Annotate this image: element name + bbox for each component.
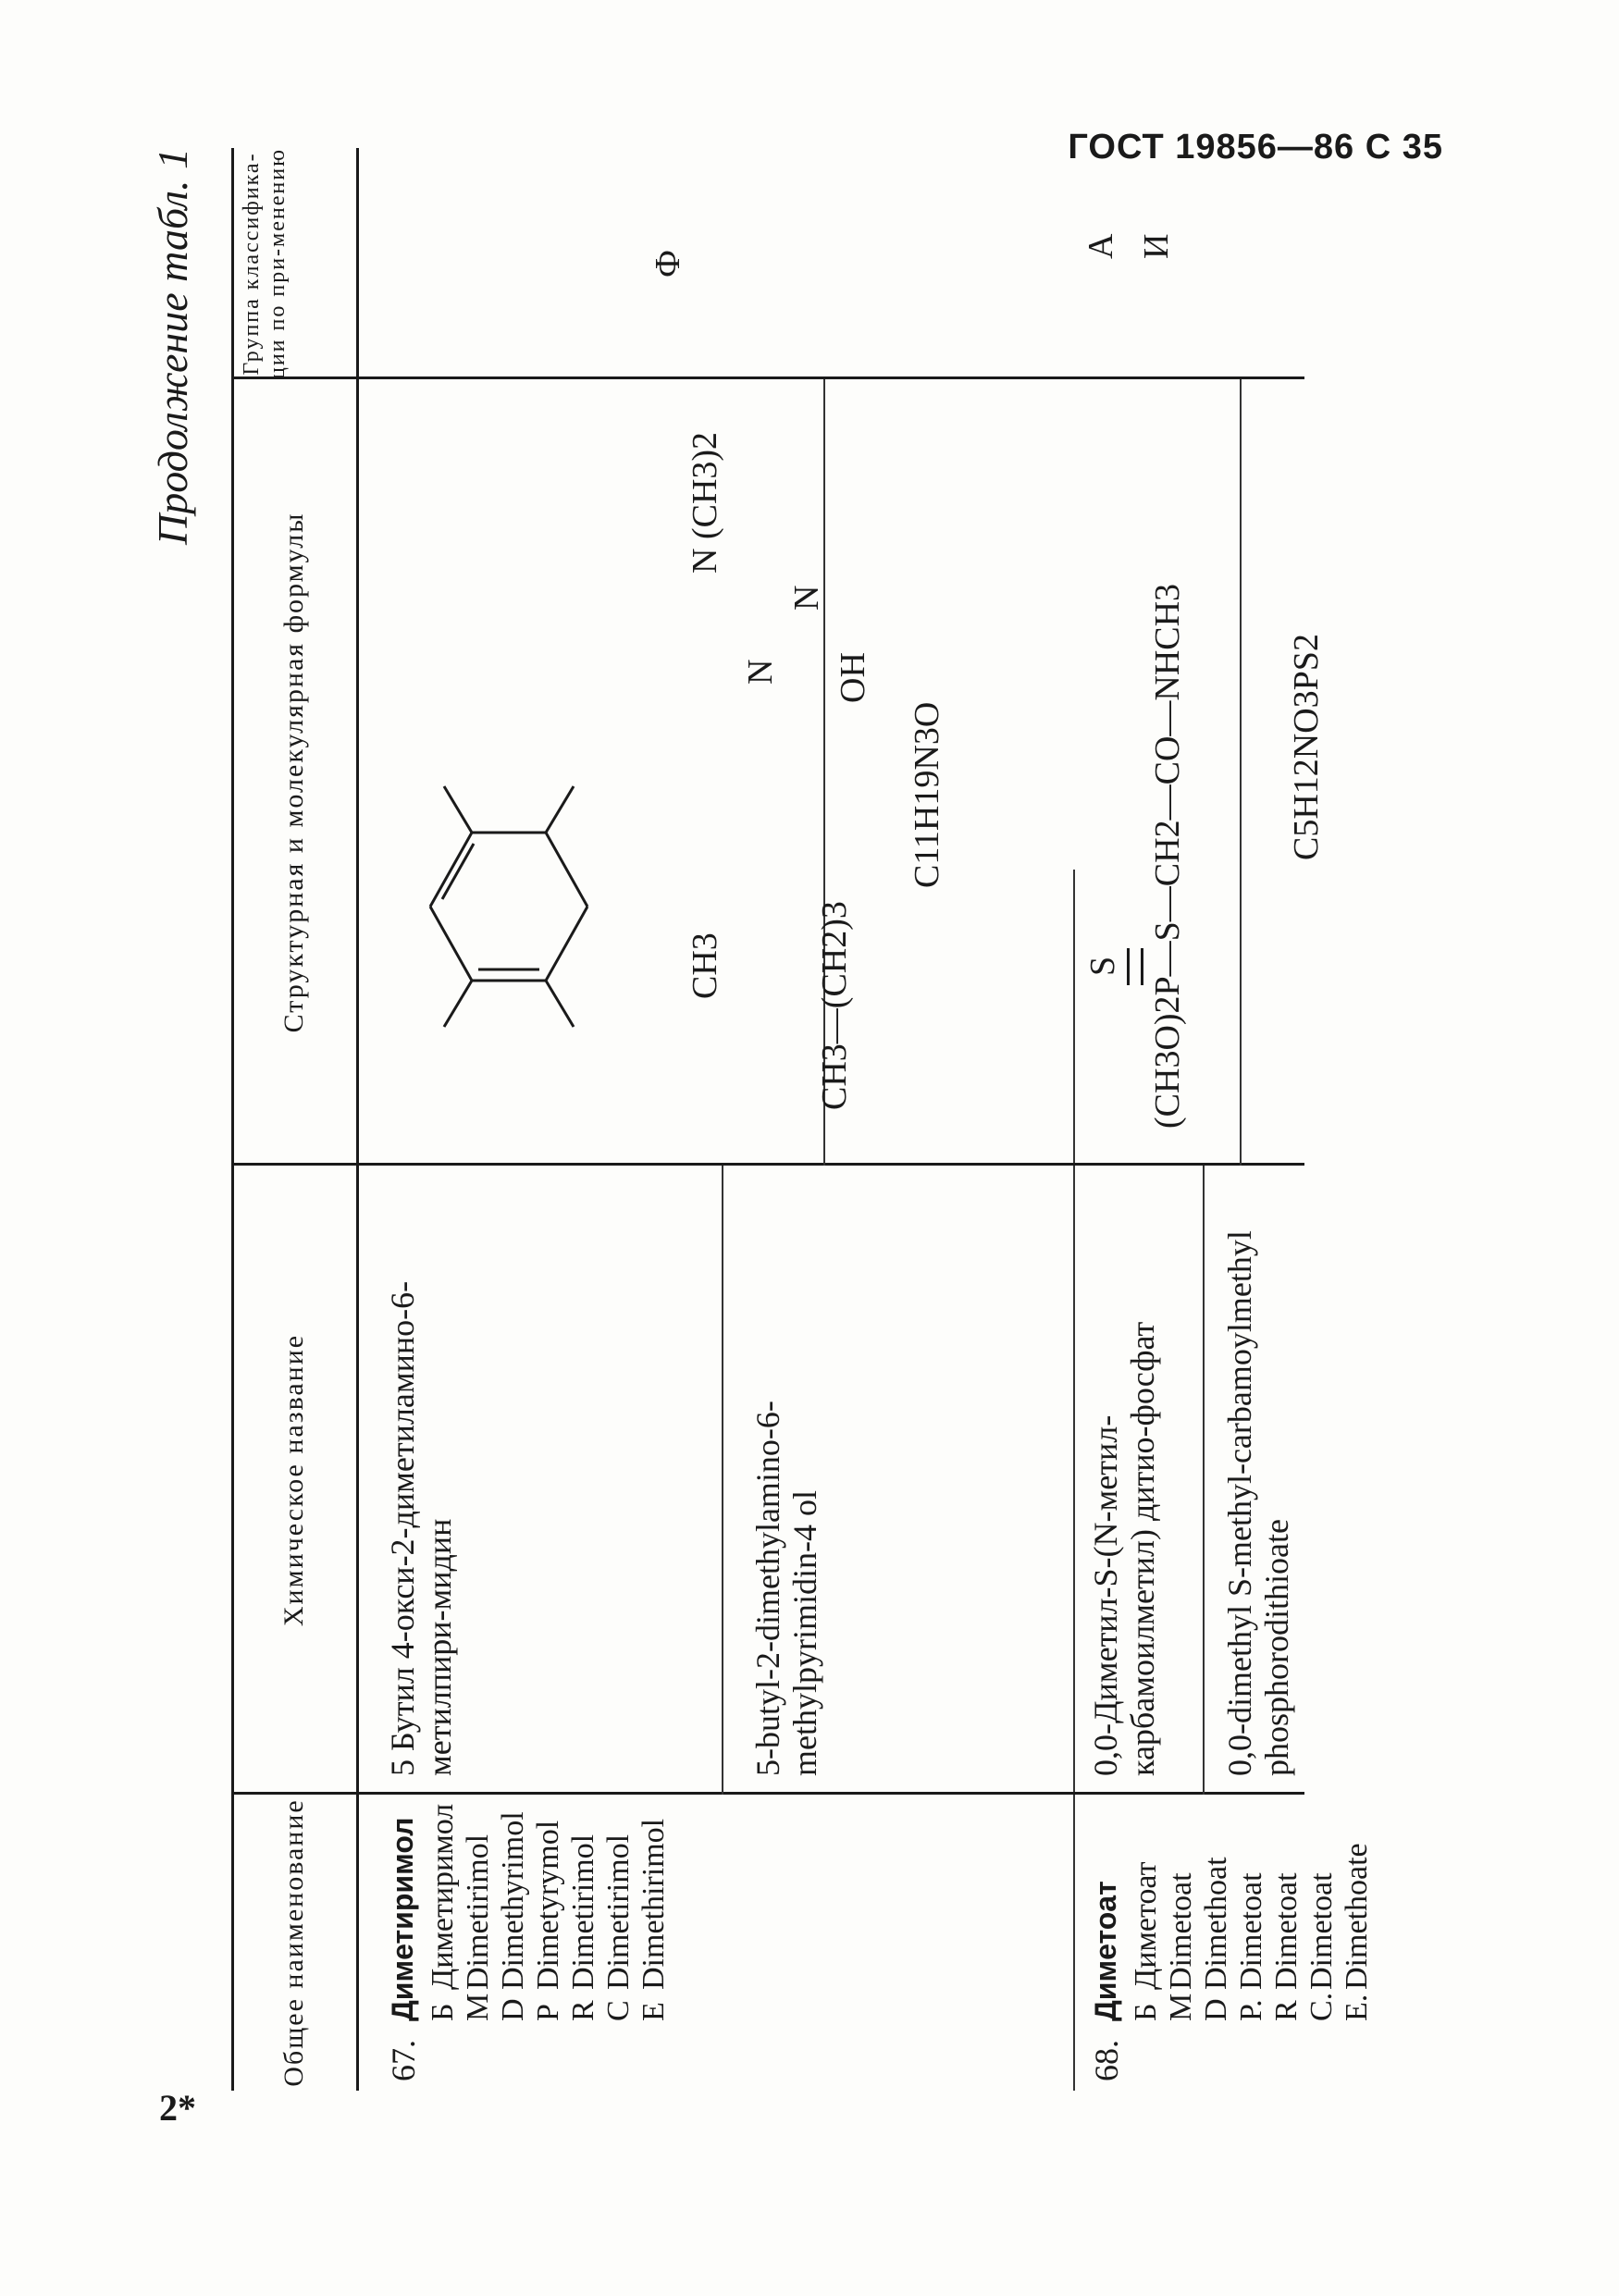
- molecular-formula-68: C5H12NO3PS2: [1287, 634, 1326, 860]
- table-caption: Продолжение табл. 1: [149, 148, 196, 545]
- synonym-list-67: [426, 1795, 672, 2021]
- rotated-table: [148, 148, 1443, 2091]
- synonym-list-68: [1129, 1795, 1375, 2021]
- synonym-row: M Dimetirimol: [461, 1833, 495, 2021]
- struct-nme2-67: N (CH3)2: [686, 431, 724, 574]
- chemical-name-en-67: 5-butyl-2-dimethylamino-6-methylpyrimidin-4 ol: [749, 1401, 823, 1776]
- molecular-formula-67: C11H19N3O: [908, 701, 946, 888]
- entry-title-68: Диметоат: [1089, 1881, 1122, 2021]
- synonym-row: P. Dimetoat: [1234, 1872, 1268, 2021]
- structure-67: [370, 398, 796, 1138]
- header-group: Группа классифика-ции по при-менению: [240, 147, 290, 379]
- group-67: Ф: [649, 249, 687, 278]
- chem-split-67: [722, 1166, 723, 1795]
- synonym-row: E. Dimethoate: [1340, 1843, 1374, 2021]
- synonym-row: Б Диметоат: [1129, 1861, 1163, 2021]
- synonym-row: C. Dimetoat: [1304, 1872, 1339, 2021]
- struct-s-68: S: [1083, 956, 1122, 976]
- struct-ch3-67: CH3: [686, 932, 724, 999]
- synonym-row: P Dimetyrymol: [531, 1820, 565, 2021]
- page-header: ГОСТ 19856—86 С 35: [1068, 128, 1443, 167]
- chemical-name-en-68: 0,0-dimethyl S-methyl-carbamoylmethyl phosphorodithioate: [1221, 1230, 1295, 1776]
- header-common-name: Общее наименование: [278, 1798, 309, 2087]
- struct-formula-68: (CH3O)2P—S—CH2—CO—NHCH3: [1148, 583, 1187, 1129]
- page-signature-mark: 2*: [159, 2087, 196, 2129]
- header-formula: Структурная и молекулярная формулы: [278, 512, 309, 1033]
- synonym-row: D Dimethyrimol: [496, 1811, 530, 2021]
- table-top-rule: [231, 148, 234, 2091]
- synonym-row: R Dimetoat: [1269, 1872, 1304, 2021]
- synonym-row: D Dimethoat: [1199, 1857, 1233, 2021]
- struct-oh-67: OH: [834, 652, 872, 703]
- entry-number-68: 68.: [1088, 2040, 1125, 2081]
- struct-n1-67: N: [741, 659, 780, 685]
- double-bond-68: [1127, 948, 1143, 985]
- struct-n2-67: N: [787, 585, 826, 611]
- synonym-row: C Dimetirimol: [601, 1833, 636, 2021]
- synonym-row: Б Диметиримол: [426, 1803, 460, 2021]
- column-divider-3: [231, 376, 1304, 379]
- group-68: А И: [1081, 233, 1176, 259]
- formula-split-68: [1240, 379, 1242, 1166]
- table-header-rule: [356, 148, 359, 2091]
- chemical-name-ru-67: 5 Бутил 4-окси-2-диметиламино-6-метилпири-мидин: [384, 1280, 458, 1776]
- column-divider-2: [231, 1163, 1304, 1166]
- header-chemical-name: Химическое название: [278, 1333, 309, 1627]
- synonym-row: M Dimetoat: [1164, 1872, 1198, 2021]
- synonym-row: E Dimethirimol: [636, 1818, 671, 2021]
- struct-chain-67: CH3—(CH2)3: [815, 901, 854, 1110]
- entry-number-67: 67.: [385, 2040, 422, 2081]
- chemical-name-ru-68: 0,0-Диметил-S-(N-метил-карбамоилметил) дитио-фосфат: [1087, 1321, 1161, 1776]
- entry-title-67: Диметиримол: [386, 1817, 419, 2021]
- chem-split-68: [1203, 1166, 1205, 1795]
- entry-separator: [1073, 870, 1075, 2091]
- synonym-row: R Dimetirimol: [566, 1833, 600, 2021]
